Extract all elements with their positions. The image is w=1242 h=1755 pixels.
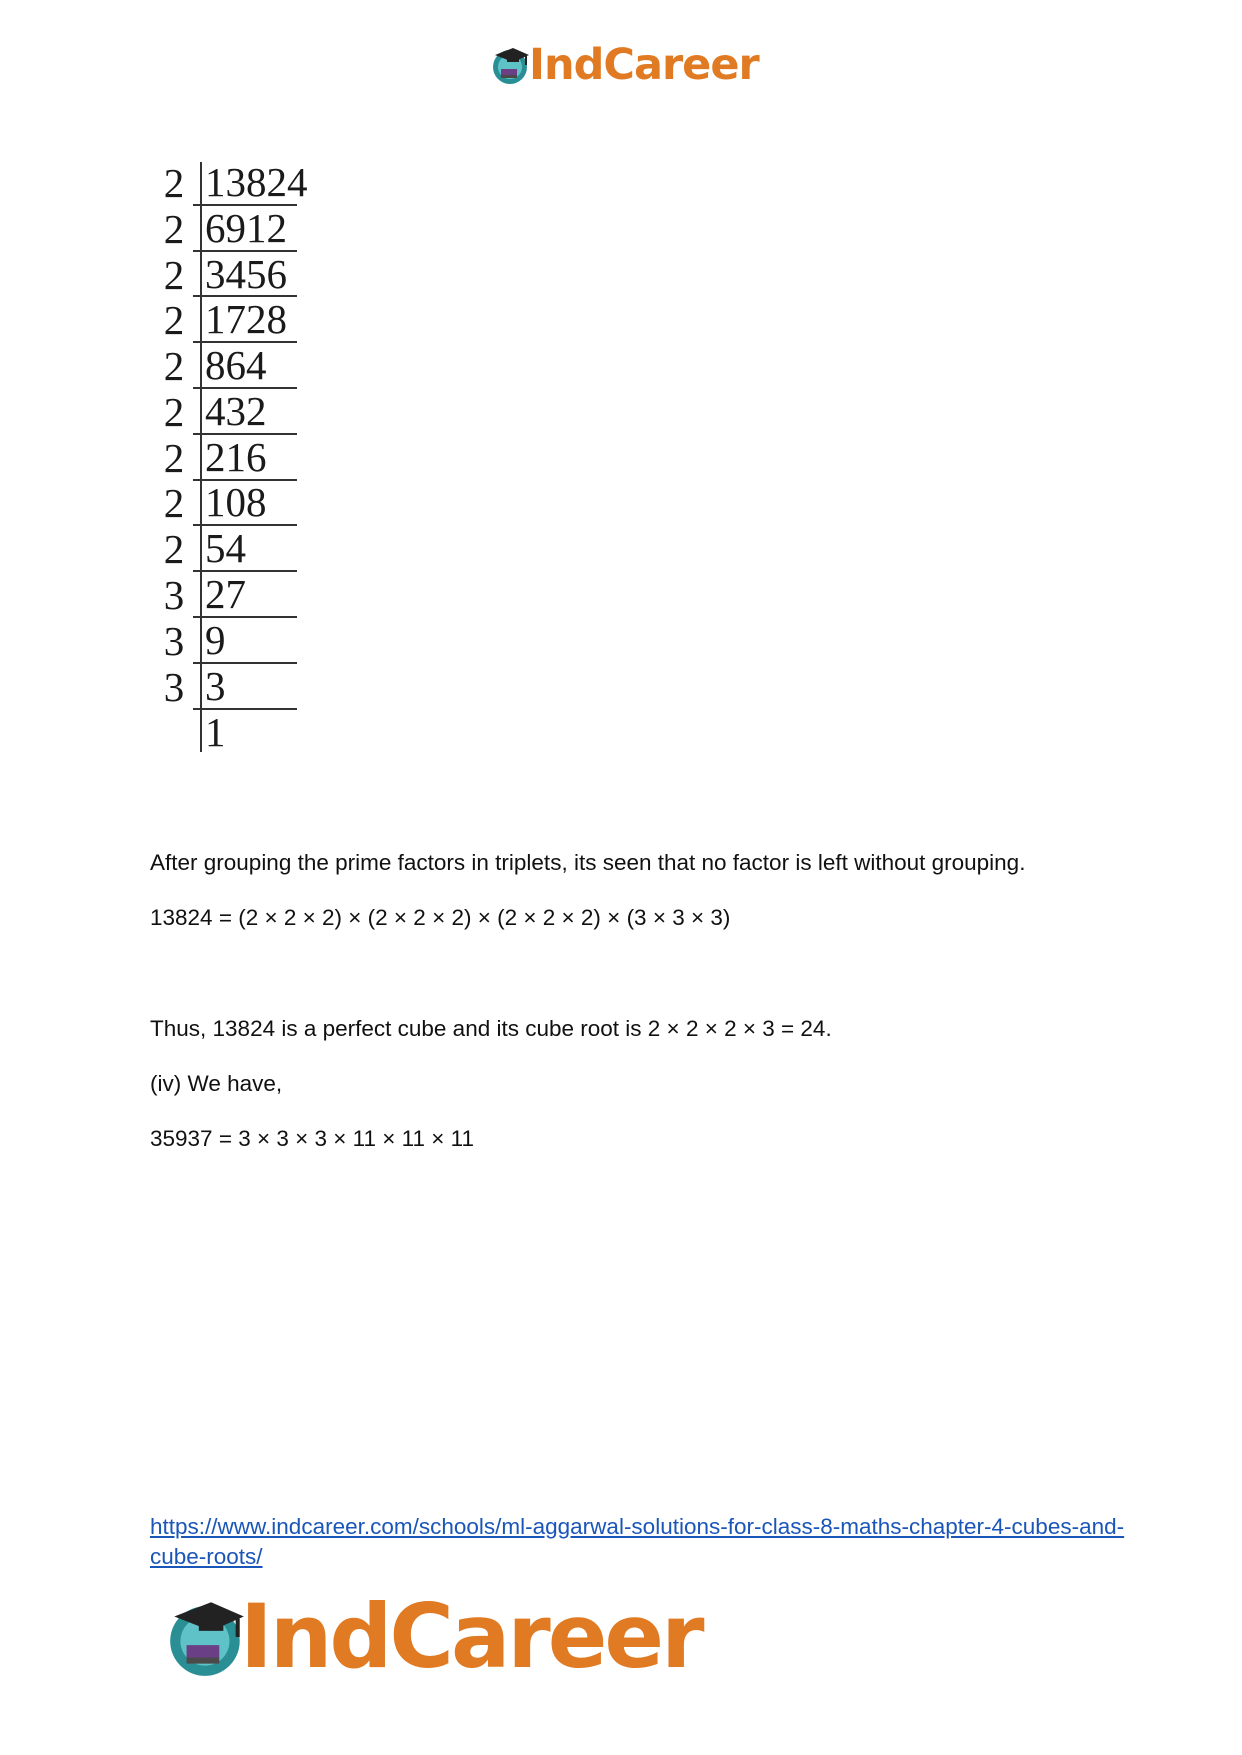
graduation-globe-icon: [162, 1592, 252, 1682]
ladder-row: [155, 389, 297, 435]
paragraph-grouping: After grouping the prime factors in triplets, its seen that no factor is left without grouping.: [150, 850, 1026, 875]
ladder-quotient: 27: [193, 572, 297, 618]
ladder-row: [155, 206, 297, 252]
ladder-divisor: 3: [163, 663, 185, 710]
ladder-divisor: 2: [163, 205, 185, 252]
paragraph-part-iv: (iv) We have,: [150, 1071, 283, 1096]
equation-35937: 35937 = 3 × 3 × 3 × 11 × 11 × 11: [150, 1126, 475, 1151]
ladder-quotient: 1728: [193, 297, 297, 343]
prime-factor-ladder: [155, 158, 308, 756]
ladder-quotient: 13824: [193, 160, 297, 206]
source-link[interactable]: https://www.indcareer.com/schools/ml-aggarwal-solutions-for-class-8-maths-chapter-4-cubes-and-cube-roots/: [150, 1514, 1125, 1569]
ladder-quotient: 3456: [193, 252, 297, 298]
ladder-divisor: 2: [163, 388, 185, 435]
ladder-divisor: 2: [163, 251, 185, 298]
ladder-row: [155, 158, 308, 206]
ladder-divisor: 2: [163, 159, 185, 206]
ladder-quotient: 3: [193, 664, 297, 710]
ladder-row: [155, 252, 297, 298]
ladder-quotient: 108: [193, 481, 297, 527]
ladder-row: [155, 710, 297, 756]
ladder-divisor: 3: [163, 617, 185, 664]
ladder-quotient: 1: [205, 709, 226, 756]
ladder-divisor: 2: [163, 480, 185, 527]
paragraph-conclusion: Thus, 13824 is a perfect cube and its cube root is 2 × 2 × 2 × 3 = 24.: [150, 1016, 832, 1041]
ladder-row: [155, 664, 297, 710]
graduation-globe-icon: [489, 43, 533, 87]
ladder-divisor: 2: [163, 526, 185, 573]
ladder-row: [155, 618, 297, 664]
ladder-quotient: 6912: [193, 206, 297, 252]
ladder-row: [155, 435, 297, 481]
ladder-row: [155, 481, 297, 527]
ladder-divisor: 3: [163, 572, 185, 619]
ladder-quotient: 432: [193, 389, 297, 435]
header-logo: [489, 40, 759, 90]
logo-wordmark: IndCareer: [529, 40, 759, 90]
ladder-quotient: 216: [193, 435, 297, 481]
equation-factorization: 13824 = (2 × 2 × 2) × (2 × 2 × 2) × (2 × 2 × 2) × (3 × 3 × 3): [150, 905, 731, 930]
ladder-row: [155, 526, 297, 572]
ladder-divisor: 2: [163, 434, 185, 481]
ladder-quotient: 864: [193, 343, 297, 389]
ladder-row: [155, 343, 297, 389]
ladder-quotient: 9: [193, 618, 297, 664]
ladder-quotient: 54: [193, 526, 297, 572]
ladder-divisor: 2: [163, 343, 185, 390]
ladder-row: [155, 572, 297, 618]
footer-logo: [162, 1585, 702, 1688]
ladder-row: [155, 297, 297, 343]
logo-wordmark: IndCareer: [240, 1585, 702, 1688]
ladder-divisor: 2: [163, 297, 185, 344]
